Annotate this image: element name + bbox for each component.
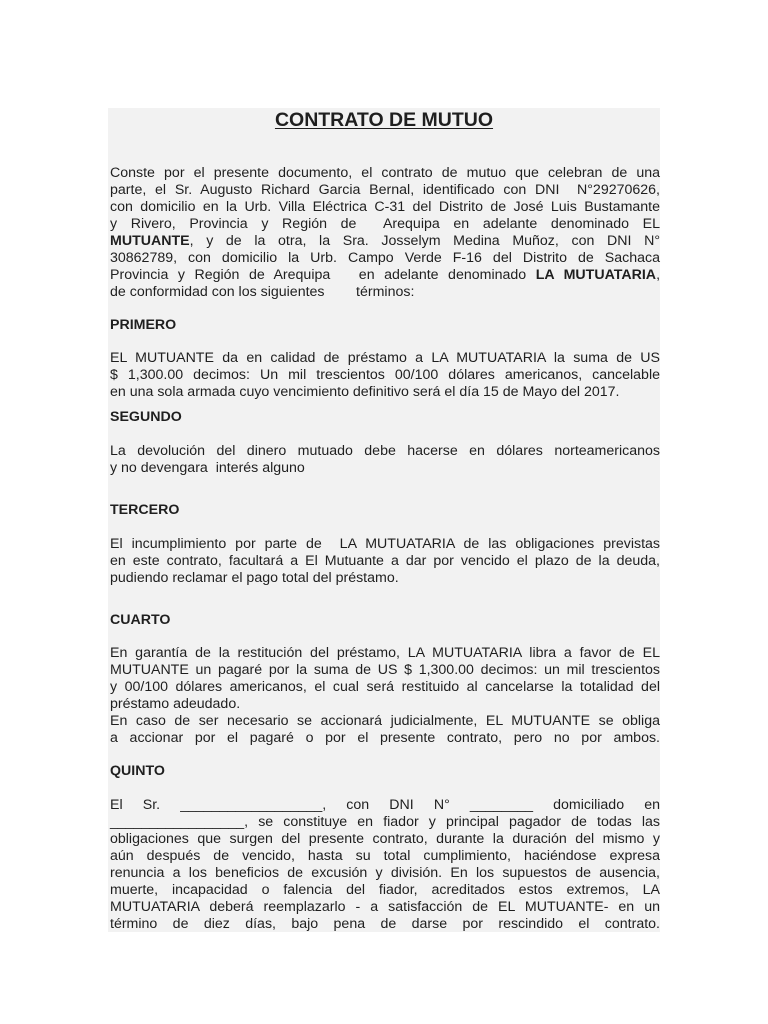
body-line: obligaciones que surgen del presente contrato, durante la duración del mismo y xyxy=(110,831,660,847)
section-body-cuarto xyxy=(110,645,660,747)
body-line: y 00/100 dólares americanos, el cual será restituido al cancelarse la totalidad del xyxy=(110,679,660,695)
section-heading-segundo: SEGUNDO xyxy=(110,409,182,425)
body-line: MUTUANTE un pagaré por la suma de US $ 1,300.00 decimos: un mil trescientos xyxy=(110,662,660,678)
document-title xyxy=(108,108,660,132)
body-line: en este contrato, facultará a El Mutuante a dar por vencido el plazo de la deuda, xyxy=(110,553,660,569)
body-line: El Sr. __________________, con DNI N° ________ domiciliado en xyxy=(110,797,660,813)
document-title-text: CONTRATO DE MUTUO xyxy=(274,109,494,131)
body-line: MUTUATARIA deberá reemplazarlo - a satisfacción de EL MUTUANTE- en un xyxy=(110,899,660,915)
body-line: La devolución del dinero mutuado debe hacerse en dólares norteamericanos xyxy=(110,443,660,459)
intro-line-text: , y de la otra, la Sra. Josselym Medina Muñoz, con DNI N° xyxy=(189,233,660,249)
section-heading-tercero: TERCERO xyxy=(110,502,180,518)
intro-paragraph xyxy=(110,165,660,301)
intro-line-text: Provincia y Región de Arequipa en adelante denominado xyxy=(110,267,536,283)
body-line: muerte, incapacidad o falencia del fiador, acreditados estos extremos, LA xyxy=(110,882,660,898)
body-line: préstamo adeudado. xyxy=(110,696,241,712)
intro-line: de conformidad con los siguientes términos: xyxy=(110,284,415,300)
intro-line: y Rivero, Provincia y Región de Arequipa en adelante denominado EL xyxy=(110,216,660,232)
body-line: $ 1,300.00 decimos: Un mil trescientos 00/100 dólares americanos, cancelable xyxy=(110,367,660,383)
section-heading-quinto: QUINTO xyxy=(110,763,165,779)
body-line: En caso de ser necesario se accionará judicialmente, EL MUTUANTE se obliga xyxy=(110,713,660,729)
body-line: a accionar por el pagaré o por el presente contrato, pero no por ambos. xyxy=(110,730,660,746)
intro-line: parte, el Sr. Augusto Richard Garcia Bernal, identificado con DNI N°29270626, xyxy=(110,182,660,198)
body-line: renuncia a los beneficios de excusión y división. En los supuestos de ausencia, xyxy=(110,865,660,881)
intro-line: Conste por el presente documento, el contrato de mutuo que celebran de una xyxy=(110,165,660,181)
body-line: El incumplimiento por parte de LA MUTUATARIA de las obligaciones previstas xyxy=(110,536,660,552)
body-line: En garantía de la restitución del préstamo, LA MUTUATARIA libra a favor de EL xyxy=(110,645,660,661)
body-line: EL MUTUANTE da en calidad de préstamo a LA MUTUATARIA la suma de US xyxy=(110,350,660,366)
intro-line xyxy=(110,267,660,284)
intro-line-text: , xyxy=(656,267,661,283)
section-body-tercero xyxy=(110,536,660,587)
intro-line: con domicilio en la Urb. Villa Eléctrica C-31 del Distrito de José Luis Bustamante xyxy=(110,199,660,215)
section-heading-primero: PRIMERO xyxy=(110,317,177,333)
intro-line xyxy=(110,233,660,250)
section-body-primero xyxy=(110,350,660,401)
body-line: término de diez días, bajo pena de darse por rescindido el contrato. xyxy=(110,916,660,932)
body-line: aún después de vencido, hasta su total cumplimiento, haciéndose expresa xyxy=(110,848,660,864)
mutuataria-term: LA MUTUATARIA xyxy=(535,267,657,283)
mutuante-term: MUTUANTE xyxy=(110,233,190,249)
section-heading-cuarto: CUARTO xyxy=(110,612,171,628)
intro-line: 30862789, con domicilio la Urb. Campo Verde F-16 del Distrito de Sachaca xyxy=(110,250,660,266)
body-line: _________________, se constituye en fiador y principal pagador de todas las xyxy=(110,814,660,830)
body-line: en una sola armada cuyo vencimiento definitivo será el día 15 de Mayo del 2017. xyxy=(110,384,620,400)
body-line: pudiendo reclamar el pago total del préstamo. xyxy=(110,570,399,586)
section-body-segundo xyxy=(110,443,660,477)
body-line: y no devengara interés alguno xyxy=(110,460,305,476)
section-body-quinto xyxy=(110,797,660,933)
